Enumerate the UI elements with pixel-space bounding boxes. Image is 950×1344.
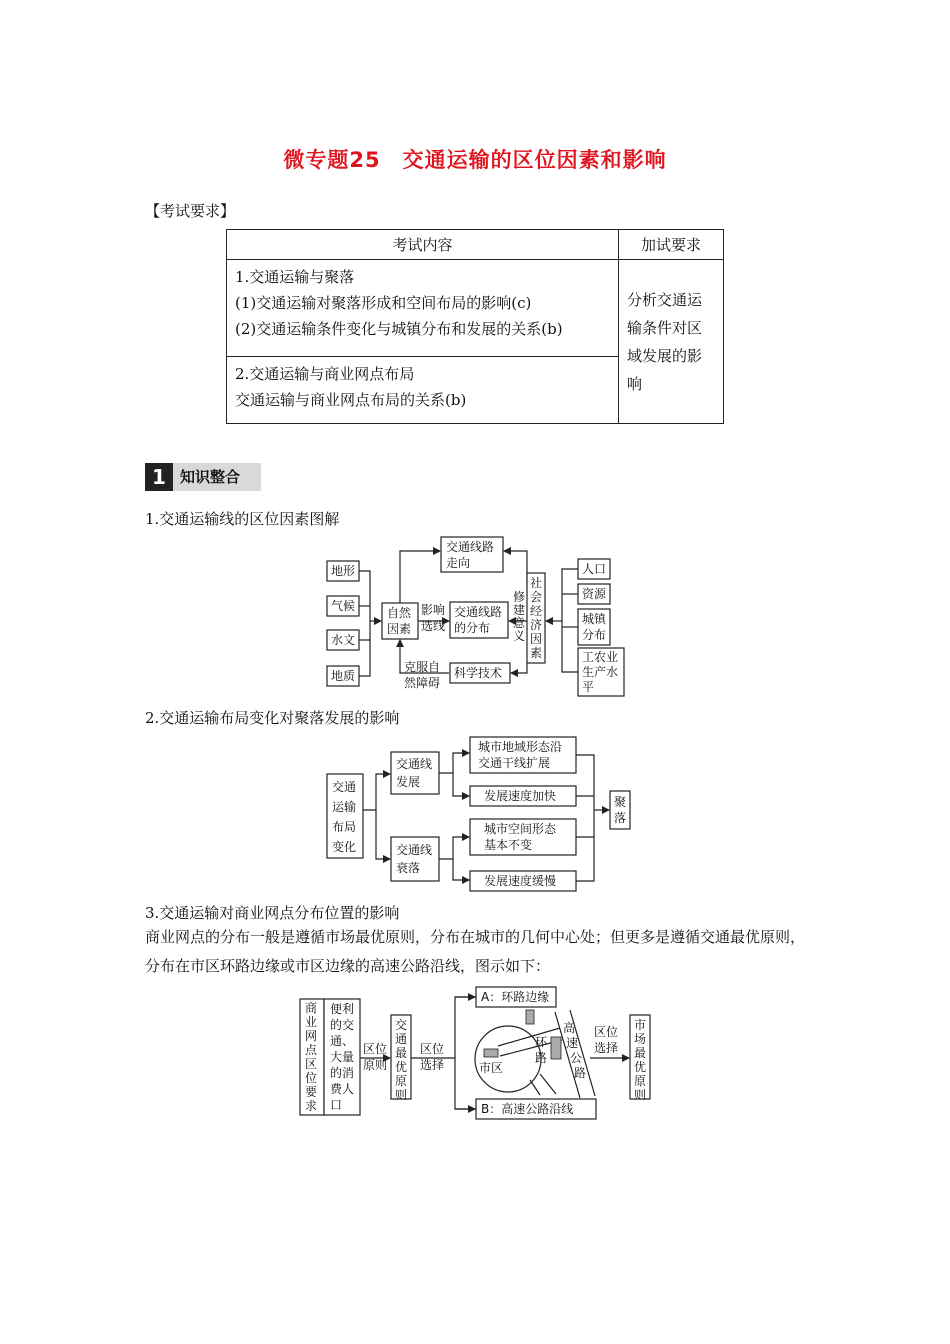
svg-text:素: 素 (530, 646, 543, 660)
svg-text:要: 要 (305, 1085, 318, 1099)
svg-text:点: 点 (305, 1043, 318, 1057)
svg-text:速: 速 (566, 1036, 579, 1050)
svg-text:自然: 自然 (387, 606, 412, 620)
content-line: 2.交通运输与商业网点布局 (235, 365, 415, 383)
svg-text:济: 济 (530, 618, 543, 632)
svg-text:走向: 走向 (446, 556, 471, 570)
svg-text:B：高速公路沿线: B：高速公路沿线 (481, 1102, 574, 1116)
content-line: 1.交通运输与聚落 (235, 268, 355, 286)
svg-text:业: 业 (305, 1015, 318, 1029)
site-a (526, 1010, 534, 1024)
svg-text:公: 公 (570, 1051, 583, 1065)
content-line: (2)交通运输条件变化与城镇分布和发展的关系(b) (235, 320, 563, 338)
item-geology: 地质 (331, 669, 356, 683)
item-towns: 城镇 (582, 612, 607, 626)
svg-text:通、: 通、 (330, 1034, 355, 1048)
item-climate: 气候 (331, 599, 356, 613)
svg-text:场: 场 (634, 1032, 647, 1046)
svg-text:然障碍: 然障碍 (404, 676, 441, 690)
svg-text:费人: 费人 (330, 1082, 355, 1096)
svg-text:区: 区 (305, 1057, 318, 1071)
city-label: 市区 (479, 1061, 504, 1075)
effect-label: 影响 (421, 603, 446, 617)
svg-text:义: 义 (513, 629, 526, 643)
header-content: 考试内容 (227, 230, 619, 260)
svg-text:便利: 便利 (330, 1002, 355, 1016)
item-resources: 资源 (582, 587, 607, 601)
svg-text:变化: 变化 (332, 840, 357, 854)
content-line: 交通运输与商业网点布局的关系(b) (235, 391, 467, 409)
svg-text:落: 落 (614, 811, 627, 825)
section-label: 知识整合 (180, 468, 241, 486)
svg-text:选线: 选线 (421, 619, 446, 633)
svg-text:发展速度加快: 发展速度加快 (484, 789, 557, 803)
header-extra: 加试要求 (619, 230, 724, 260)
svg-text:交: 交 (395, 1018, 408, 1032)
svg-text:则: 则 (395, 1088, 408, 1102)
part3-heading: 3.交通运输对商业网点分布位置的影响 (145, 904, 400, 922)
content-line: (1)交通运输对聚落形成和空间布局的影响(c) (235, 294, 532, 312)
svg-text:交通线: 交通线 (396, 757, 433, 771)
svg-text:商: 商 (305, 1001, 318, 1015)
svg-text:求: 求 (305, 1099, 318, 1113)
choice-label-2: 区位 (594, 1025, 619, 1039)
svg-text:口: 口 (330, 1098, 343, 1112)
svg-text:选择: 选择 (420, 1058, 445, 1072)
svg-text:交通干线扩展: 交通干线扩展 (478, 756, 551, 770)
svg-text:发展: 发展 (396, 775, 421, 789)
svg-text:则: 则 (634, 1088, 647, 1102)
svg-text:最: 最 (634, 1046, 647, 1060)
ring-label: 环 (535, 1035, 548, 1049)
section-number: 1 (145, 463, 173, 491)
choice-label: 区位 (420, 1042, 445, 1056)
svg-text:发展速度缓慢: 发展速度缓慢 (484, 874, 557, 888)
extra-line: 分析交通运 (627, 290, 703, 309)
svg-text:最: 最 (395, 1046, 408, 1060)
svg-text:交通: 交通 (332, 780, 357, 794)
svg-text:的消: 的消 (330, 1066, 355, 1080)
svg-text:的交: 的交 (330, 1018, 355, 1032)
svg-text:聚: 聚 (614, 795, 627, 809)
build-label: 修 (513, 590, 526, 604)
city-map (475, 1010, 595, 1098)
svg-text:A：环路边缘: A：环路边缘 (481, 990, 550, 1004)
svg-text:优: 优 (395, 1060, 408, 1074)
highway-label: 高 (563, 1021, 576, 1035)
svg-text:位: 位 (305, 1071, 318, 1085)
svg-text:建: 建 (513, 603, 526, 617)
svg-text:原则: 原则 (363, 1058, 388, 1072)
overcome-label: 克服自 (404, 660, 441, 674)
svg-text:科学技术: 科学技术 (454, 666, 503, 680)
svg-text:布局: 布局 (332, 820, 357, 834)
svg-text:交通线路: 交通线路 (454, 605, 503, 619)
item-production: 工农业 (582, 650, 619, 664)
extra-line: 响 (627, 374, 643, 393)
svg-text:交通线: 交通线 (396, 843, 433, 857)
requirements-label: 【考试要求】 (145, 202, 236, 220)
svg-text:选择: 选择 (594, 1041, 619, 1055)
svg-text:城市地域形态沿: 城市地域形态沿 (478, 740, 563, 754)
svg-text:交通线路: 交通线路 (446, 540, 495, 554)
svg-text:城市空间形态: 城市空间形态 (484, 822, 557, 836)
extra-line: 域发展的影 (627, 346, 703, 365)
svg-text:路: 路 (535, 1051, 548, 1065)
svg-text:平: 平 (582, 680, 595, 694)
site-b (551, 1037, 561, 1059)
svg-text:因: 因 (530, 632, 543, 646)
svg-text:意: 意 (513, 616, 526, 630)
item-population: 人口 (582, 562, 607, 576)
svg-text:大量: 大量 (330, 1050, 355, 1064)
part2-heading: 2.交通运输布局变化对聚落发展的影响 (145, 709, 400, 727)
extra-line: 输条件对区 (627, 318, 703, 337)
svg-text:会: 会 (530, 590, 543, 604)
svg-text:分布: 分布 (582, 628, 607, 642)
svg-text:原: 原 (395, 1074, 408, 1088)
svg-text:因素: 因素 (387, 622, 412, 636)
item-terrain: 地形 (331, 564, 356, 578)
part1-heading: 1.交通运输线的区位因素图解 (145, 510, 340, 528)
svg-text:市: 市 (634, 1018, 647, 1032)
principle-label: 区位 (363, 1042, 388, 1056)
svg-text:生产水: 生产水 (582, 665, 619, 679)
svg-text:基本不变: 基本不变 (484, 838, 533, 852)
svg-text:路: 路 (574, 1066, 587, 1080)
svg-text:的分布: 的分布 (454, 621, 491, 635)
svg-text:优: 优 (634, 1060, 647, 1074)
page-title: 微专题25 交通运输的区位因素和影响 (283, 148, 667, 172)
svg-text:原: 原 (634, 1074, 647, 1088)
svg-text:社: 社 (530, 576, 543, 590)
svg-text:通: 通 (395, 1032, 408, 1046)
svg-text:运输: 运输 (332, 800, 357, 814)
svg-text:经: 经 (530, 604, 543, 618)
part3-paragraph: 商业网点的分布一般是遵循市场最优原则，分布在城市的几何中心处；但更多是遵循交通最优原则，分布在市区环路边缘或市区边缘的高速公路沿线，图示如下： (145, 928, 806, 975)
item-hydrology: 水文 (331, 633, 356, 647)
svg-text:网: 网 (305, 1029, 318, 1043)
svg-text:衰落: 衰落 (396, 861, 421, 875)
